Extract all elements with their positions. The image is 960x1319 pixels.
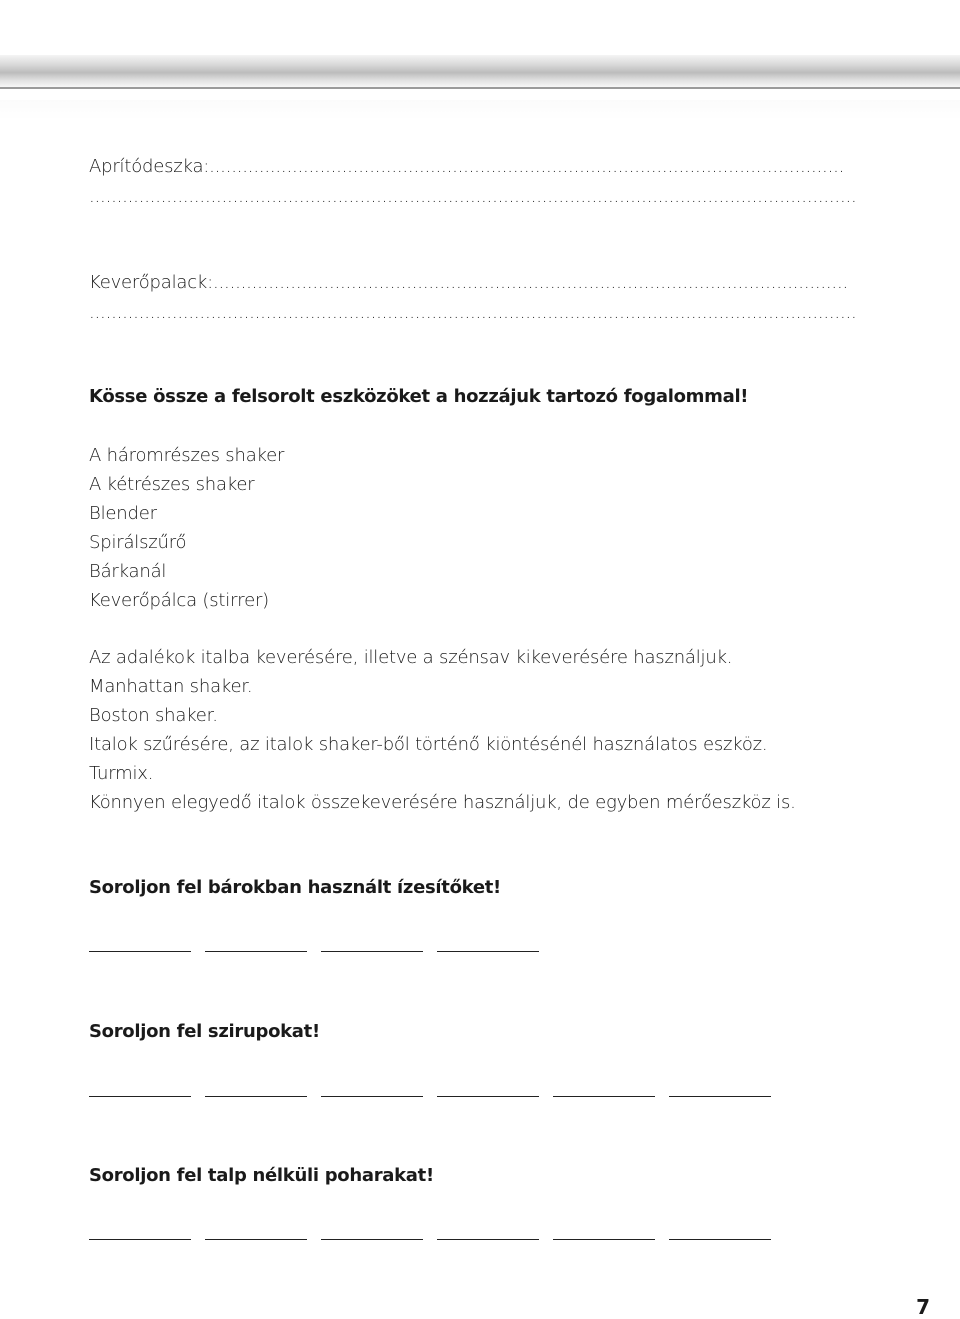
field-label: Keverőpalack: bbox=[89, 272, 213, 293]
definition-item: Turmix. bbox=[89, 763, 154, 784]
field-keveropalack-line2: ........................................................................................................................................... bbox=[89, 302, 857, 323]
answer-blank[interactable] bbox=[321, 951, 423, 952]
answer-blank[interactable] bbox=[669, 1239, 771, 1240]
field-keveropalack-line1 bbox=[89, 272, 865, 294]
match-task-heading: Kösse össze a felsorolt eszközöket a hozzájuk tartozó fogalommal! bbox=[89, 386, 749, 407]
definition-item: Könnyen elegyedő italok összekeverésére használjuk, de egyben mérőeszköz is. bbox=[89, 792, 796, 813]
answer-blank[interactable] bbox=[669, 1096, 771, 1097]
list-task-heading-flavorings: Soroljon fel bárokban használt ízesítőket! bbox=[89, 877, 501, 898]
answer-blank[interactable] bbox=[437, 1096, 539, 1097]
answer-blank[interactable] bbox=[321, 1239, 423, 1240]
list-task-heading-syrups: Soroljon fel szirupokat! bbox=[89, 1021, 320, 1042]
definition-item: Manhattan shaker. bbox=[89, 676, 253, 697]
header-divider bbox=[0, 87, 960, 89]
answer-blank[interactable] bbox=[89, 1096, 191, 1097]
field-dots: ................................................................................................................... bbox=[213, 272, 848, 293]
answer-blank[interactable] bbox=[89, 951, 191, 952]
tool-item: Bárkanál bbox=[89, 561, 167, 582]
answer-blank[interactable] bbox=[205, 951, 307, 952]
field-aprito-line2: ........................................................................................................................................... bbox=[89, 186, 857, 207]
answer-blank[interactable] bbox=[553, 1096, 655, 1097]
answer-blank[interactable] bbox=[89, 1239, 191, 1240]
header-band bbox=[0, 55, 960, 87]
answer-blank[interactable] bbox=[205, 1239, 307, 1240]
page-number: 7 bbox=[916, 1295, 930, 1319]
tool-item: Keverőpálca (stirrer) bbox=[89, 590, 269, 611]
answer-blank[interactable] bbox=[437, 951, 539, 952]
field-dots: ................................................................................................................... bbox=[209, 156, 845, 177]
field-label: Aprítódeszka: bbox=[89, 156, 210, 177]
tool-item: Blender bbox=[89, 503, 157, 524]
answer-blank[interactable] bbox=[553, 1239, 655, 1240]
header-shadow bbox=[0, 100, 960, 120]
answer-blanks-syrups bbox=[89, 1096, 771, 1097]
tool-item: Spirálszűrő bbox=[89, 532, 187, 553]
answer-blank[interactable] bbox=[205, 1096, 307, 1097]
answer-blank[interactable] bbox=[437, 1239, 539, 1240]
answer-blank[interactable] bbox=[321, 1096, 423, 1097]
answer-blanks-glasses bbox=[89, 1239, 771, 1240]
field-aprito-line1 bbox=[89, 156, 865, 178]
definition-item: Boston shaker. bbox=[89, 705, 218, 726]
answer-blanks-flavorings bbox=[89, 951, 539, 952]
tool-item: A kétrészes shaker bbox=[89, 474, 255, 495]
definition-item: Italok szűrésére, az italok shaker-ből történő kiöntésénél használatos eszköz. bbox=[89, 734, 768, 755]
tool-item: A háromrészes shaker bbox=[89, 445, 285, 466]
list-task-heading-glasses: Soroljon fel talp nélküli poharakat! bbox=[89, 1165, 434, 1186]
definition-item: Az adalékok italba keverésére, illetve a szénsav kikeverésére használjuk. bbox=[89, 647, 733, 668]
